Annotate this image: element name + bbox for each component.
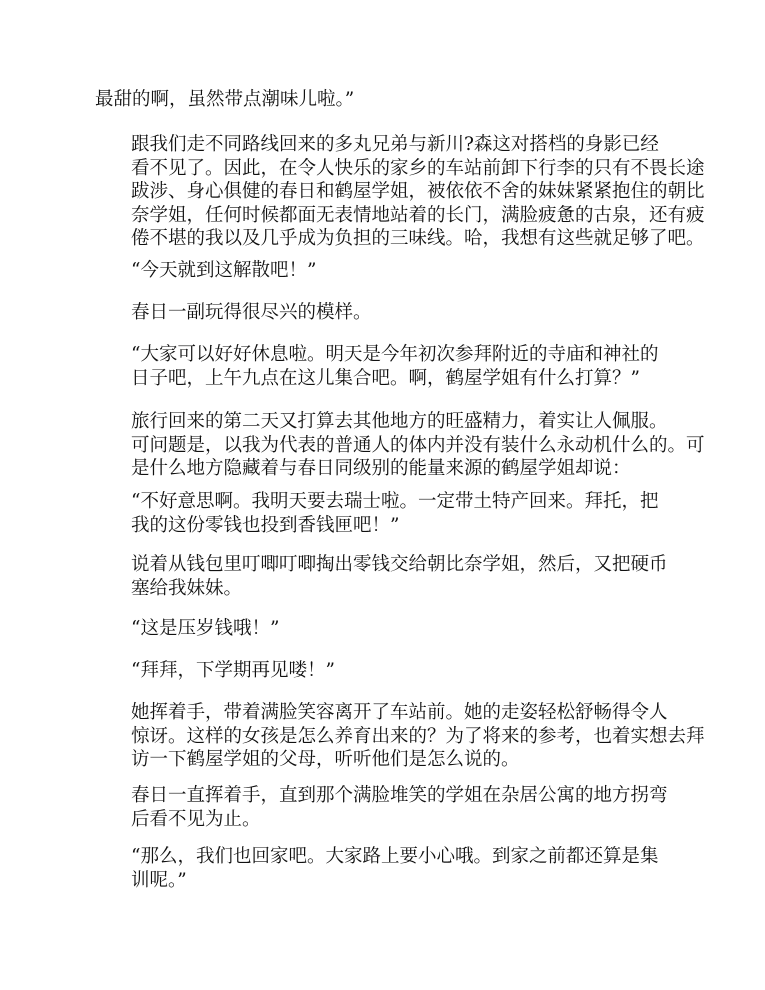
text-line: 训呢。” (131, 869, 187, 891)
text-line: “这是压岁钱哦！” (131, 618, 280, 639)
text-line: “拜拜，下学期再见喽！” (131, 660, 335, 681)
paragraph-haruhi-mood (95, 301, 680, 325)
text-line: “今天就到这解散吧！” (131, 260, 317, 281)
text-line: 塞给我妹妹。 (131, 577, 243, 599)
text-line: 惊讶。这样的女孩是怎么养育出来的？为了将来的参考，也着实想去拜 (131, 725, 705, 747)
text-line: 说着从钱包里叮唧叮唧掏出零钱交给朝比奈学姐，然后，又把硬币 (131, 554, 668, 575)
text-line: 访一下鹤屋学姐的父母，听听他们是怎么说的。 (131, 749, 520, 770)
text-line: 她挥着手，带着满脸笑容离开了车站前。她的走姿轻松舒畅得令人 (131, 702, 668, 723)
paragraph-departure (95, 701, 705, 772)
text-line: 后看不见为止。 (131, 808, 261, 830)
paragraph-dialogue-plan (95, 343, 680, 390)
text-line: 奈学姐，任何时候都面无表情地站着的长门，满脸疲惫的古泉，还有疲 (131, 204, 705, 226)
text-line: 跋涉、身心俱健的春日和鹤屋学姐，被依依不舍的妹妹紧紧抱住的朝比 (131, 181, 705, 202)
text-line: “大家可以好好休息啦。明天是今年初次参拜附近的寺庙和神社的 (131, 344, 659, 365)
text-line: “那么，我们也回家吧。大家路上要小心哦。到家之前都还算是集 (131, 846, 659, 867)
paragraph-continuation (95, 88, 680, 112)
text-line: 是什么地方隐藏着与春日同级别的能量来源的鹤屋学姐却说： (131, 458, 631, 479)
paragraph-dialogue-switzerland (95, 490, 680, 537)
paragraph-dialogue-newyear-money (95, 617, 680, 641)
text-line: 最甜的啊，虽然带点潮味儿啦。” (95, 89, 355, 110)
paragraph-waving (95, 784, 680, 831)
text-line: 倦不堪的我以及几乎成为负担的三味线。哈，我想有这些就足够了吧。 (131, 228, 705, 249)
paragraph-dialogue-go-home (95, 845, 680, 892)
paragraph-dialogue-dismiss (95, 259, 680, 283)
text-line: 日子吧，上午九点在这儿集合吧。啊，鹤屋学姐有什么打算？” (131, 367, 640, 389)
text-line: 看不见了。因此，在令人快乐的家乡的车站前卸下行李的只有不畏长途 (131, 157, 705, 179)
text-line: “不好意思啊。我明天要去瑞士啦。一定带土特产回来。拜托，把 (131, 491, 659, 512)
paragraph-energy (95, 410, 705, 481)
text-line: 可问题是，以我为代表的普通人的体内并没有装什么永动机什么的。可 (131, 434, 705, 456)
text-line: 春日一直挥着手，直到那个满脸堆笑的学姐在杂居公寓的地方拐弯 (131, 785, 668, 806)
text-line: 春日一副玩得很尽兴的模样。 (131, 302, 372, 323)
paragraph-arrival (95, 133, 705, 251)
paragraph-dialogue-bye (95, 659, 680, 683)
text-line: 我的这份零钱也投到香钱匣吧！” (131, 514, 400, 536)
text-line: 跟我们走不同路线回来的多丸兄弟与新川?森这对搭档的身影已经 (131, 134, 659, 155)
paragraph-coins (95, 553, 680, 600)
text-line: 旅行回来的第二天又打算去其他地方的旺盛精力，着实让人佩服。 (131, 411, 668, 432)
